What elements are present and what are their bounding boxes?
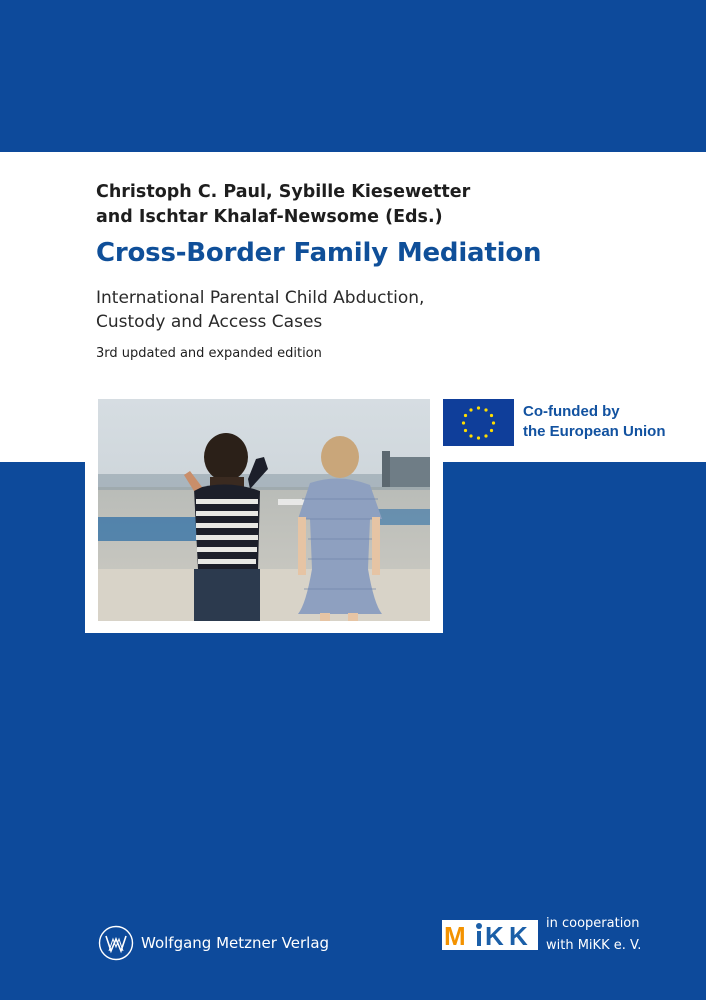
edition-note: 3rd updated and expanded edition xyxy=(96,346,322,361)
subtitle-line-1: International Parental Child Abduction, xyxy=(96,288,425,308)
authors-line-2: and Ischtar Khalaf-Newsome (Eds.) xyxy=(96,207,443,227)
top-blue-band xyxy=(0,0,706,152)
svg-text:K: K xyxy=(485,921,504,950)
eu-flag-icon xyxy=(443,399,514,446)
mikk-logo-icon xyxy=(442,920,538,950)
coop-line-1: in cooperation xyxy=(546,916,640,931)
svg-text:M: M xyxy=(444,921,466,950)
authors xyxy=(96,180,656,230)
publisher-name: Wolfgang Metzner Verlag xyxy=(141,934,330,952)
cooperation-note xyxy=(546,913,641,957)
eu-label-line-2: the European Union xyxy=(523,423,666,440)
authors-line-1: Christoph C. Paul, Sybille Kiesewetter xyxy=(96,182,471,202)
coop-line-2: with MiKK e. V. xyxy=(546,938,642,953)
publisher xyxy=(98,925,329,961)
cover-photo xyxy=(98,399,430,621)
wm-logo-icon xyxy=(98,925,134,961)
book-subtitle xyxy=(96,286,424,334)
eu-label-line-1: Co-funded by xyxy=(523,403,620,420)
subtitle-line-2: Custody and Access Cases xyxy=(96,312,323,332)
book-title: Cross-Border Family Mediation xyxy=(96,238,542,268)
eu-cofunded-label xyxy=(523,402,666,442)
svg-text:K: K xyxy=(509,921,528,950)
